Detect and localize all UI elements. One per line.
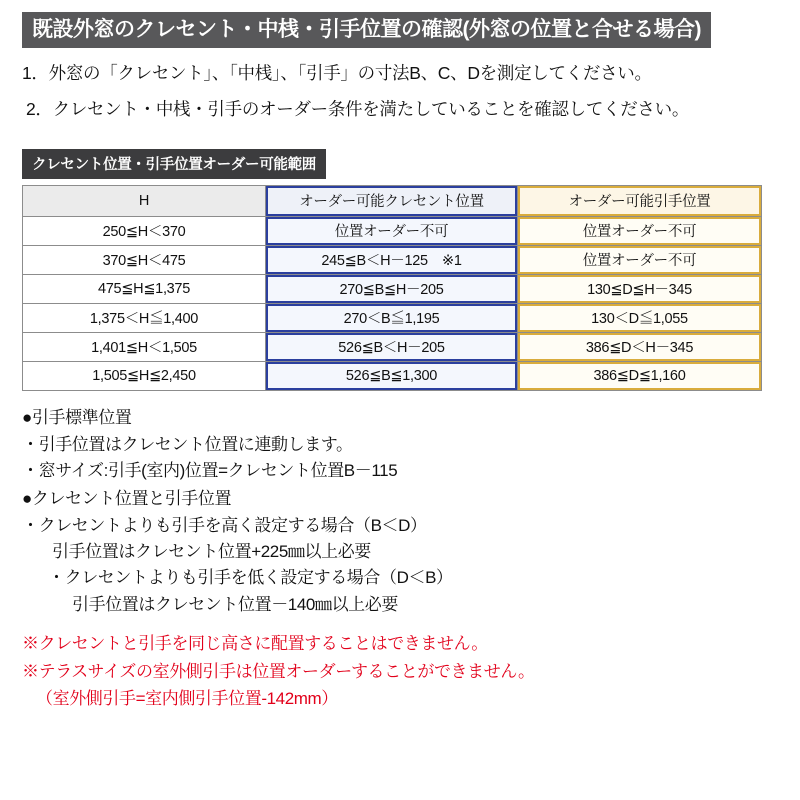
table-row [23, 333, 762, 362]
cell-crescent: 位置オーダー不可 [266, 217, 518, 246]
note-group-title-handle-standard: ●引手標準位置 [22, 408, 132, 428]
note-lower-requirement: 引手位置はクレセント位置－140㎜以上必要 [72, 594, 398, 614]
notes-section [22, 405, 778, 618]
column-header-crescent: オーダー可能クレセント位置 [266, 186, 518, 217]
table-row [23, 362, 762, 391]
note-lower-condition: ・クレセントよりも引手を低く設定する場合（D＜B） [48, 568, 453, 588]
warnings-section [22, 630, 778, 713]
warning-terrace-size: ※テラスサイズの室外側引手は位置オーダーすることができません。 [22, 661, 535, 681]
cell-h: 370≦H＜475 [23, 246, 266, 275]
cell-h: 1,375＜H≦1,400 [23, 304, 266, 333]
cell-handle: 386≦D≦1,160 [518, 362, 762, 391]
warning-same-height: ※クレセントと引手を同じ高さに配置することはできません。 [22, 634, 488, 654]
cell-handle: 位置オーダー不可 [518, 246, 762, 275]
cell-h: 1,505≦H≦2,450 [23, 362, 266, 391]
note-higher-condition: ・クレセントよりも引手を高く設定する場合（B＜D） [22, 515, 427, 535]
table-header-row [23, 186, 762, 217]
cell-h: 475≦H≦1,375 [23, 275, 266, 304]
table-row [23, 246, 762, 275]
cell-crescent: 270＜B≦1,195 [266, 304, 518, 333]
table-row [23, 275, 762, 304]
note-group-title-crescent-handle: ●クレセント位置と引手位置 [22, 489, 232, 509]
page-title: 既設外窓のクレセント・中桟・引手位置の確認(外窓の位置と合せる場合) [22, 12, 711, 48]
step-item-2: 2．クレセント・中桟・引手のオーダー条件を満たしていることを確認してください。 [26, 98, 690, 119]
cell-h: 1,401≦H＜1,505 [23, 333, 266, 362]
cell-crescent: 526≦B≦1,300 [266, 362, 518, 391]
step-item-1: 1．外窓の「クレセント」、「中桟」、「引手」の寸法B、C、Dを測定してください。 [22, 63, 652, 84]
cell-h: 250≦H＜370 [23, 217, 266, 246]
steps-list [22, 62, 778, 121]
cell-handle: 130≦D≦H－345 [518, 275, 762, 304]
cell-handle: 130＜D≦1,055 [518, 304, 762, 333]
cell-handle: 386≦D＜H－345 [518, 333, 762, 362]
table-row [23, 217, 762, 246]
cell-crescent: 245≦B＜H－125 ※1 [266, 246, 518, 275]
order-range-table [22, 185, 762, 391]
note-higher-requirement: 引手位置はクレセント位置+225㎜以上必要 [52, 542, 371, 562]
column-header-handle: オーダー可能引手位置 [518, 186, 762, 217]
cell-crescent: 526≦B＜H－205 [266, 333, 518, 362]
note-handle-formula: ・窓サイズ:引手(室内)位置=クレセント位置B－115 [22, 461, 398, 481]
note-handle-linked: ・引手位置はクレセント位置に連動します。 [22, 434, 353, 454]
table-row [23, 304, 762, 333]
cell-crescent: 270≦B≦H－205 [266, 275, 518, 304]
column-header-h: H [23, 186, 266, 217]
cell-handle: 位置オーダー不可 [518, 217, 762, 246]
table-caption: クレセント位置・引手位置オーダー可能範囲 [22, 149, 326, 179]
warning-outdoor-handle-offset: （室外側引手=室内側引手位置-142mm） [36, 689, 338, 709]
